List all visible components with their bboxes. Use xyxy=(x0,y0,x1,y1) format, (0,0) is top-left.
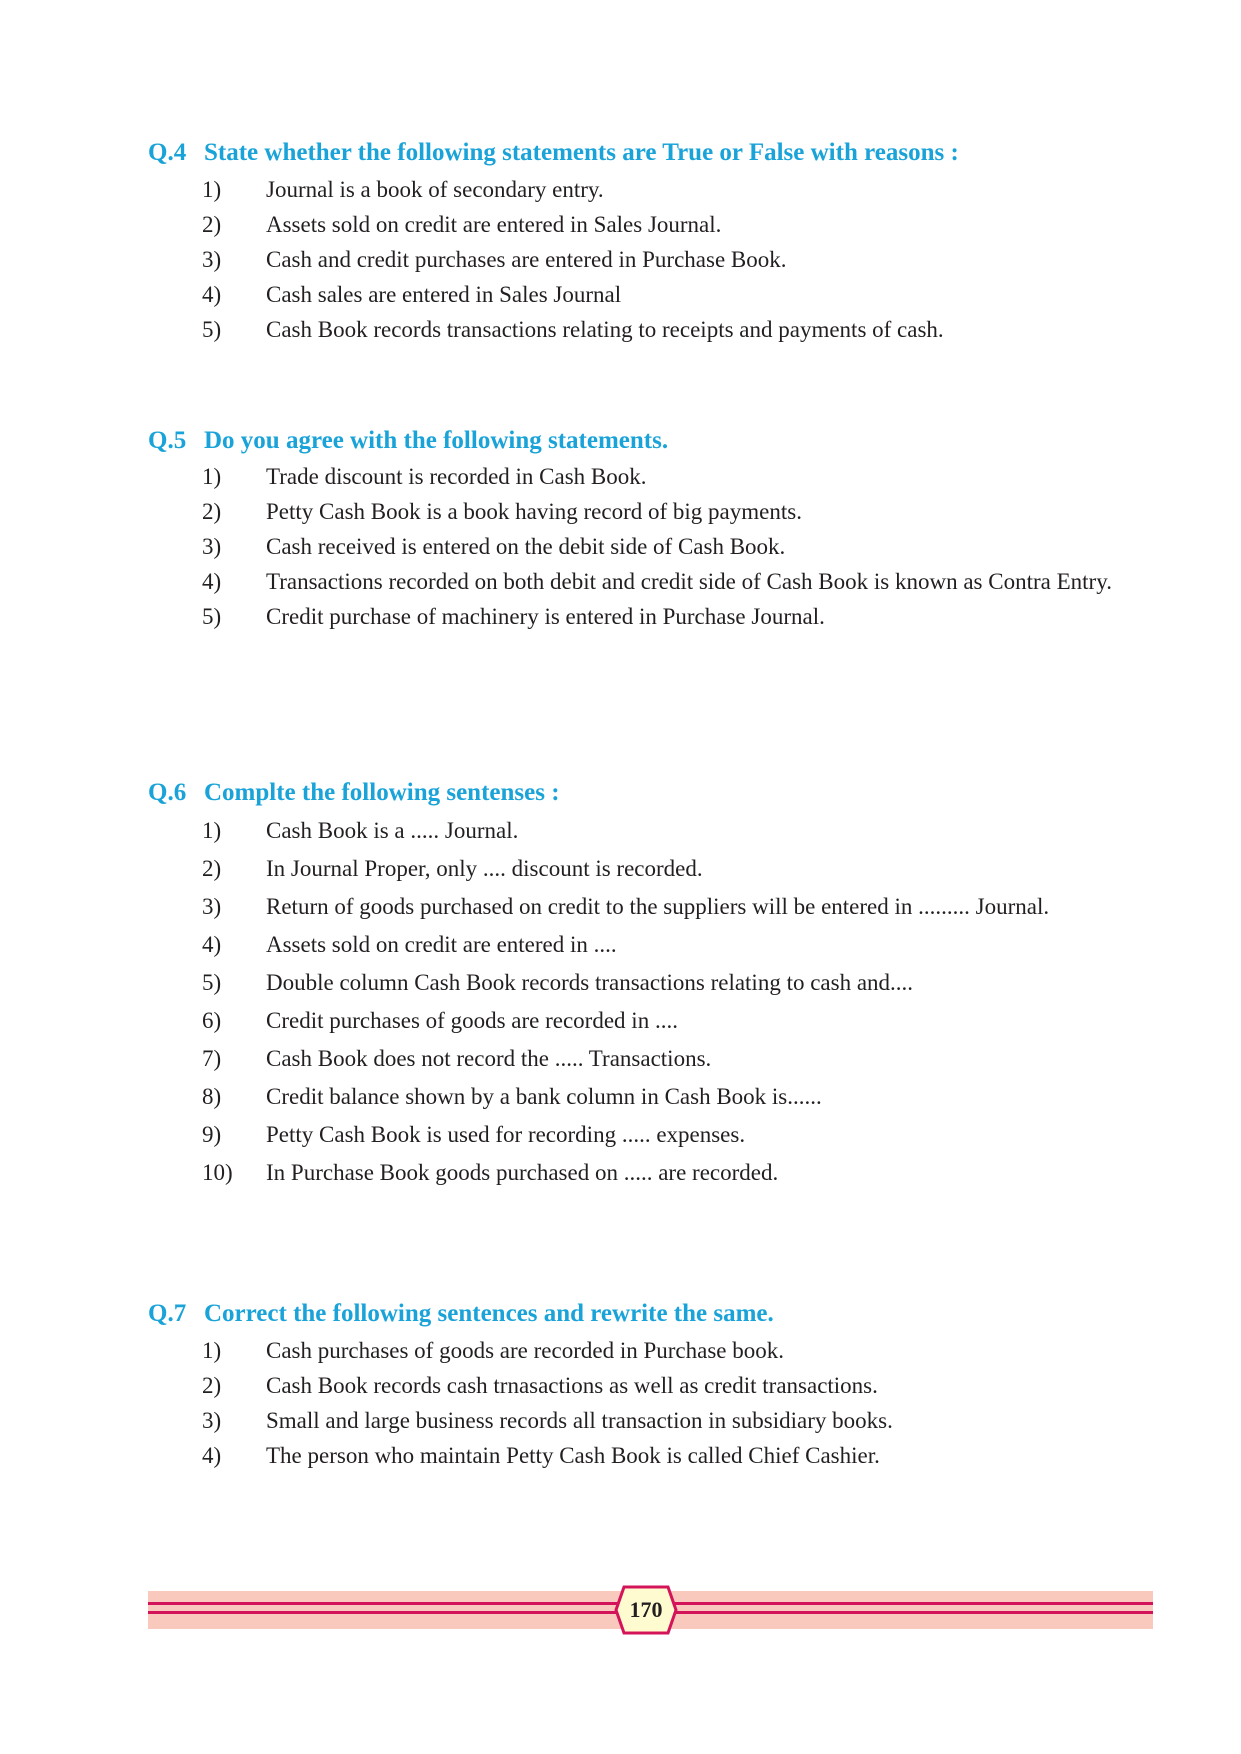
page-number-badge xyxy=(614,1585,678,1635)
question-number: Q.4 xyxy=(148,139,187,166)
item-text: Credit purchases of goods are recorded in .... xyxy=(266,1008,678,1033)
list-item xyxy=(148,602,1153,632)
item-number: 5) xyxy=(202,604,222,629)
question-number: Q.5 xyxy=(148,427,187,454)
item-number: 5) xyxy=(202,317,222,342)
item-text: Transactions recorded on both debit and credit side of Cash Book is known as Contra Entry. xyxy=(266,569,1112,594)
list-item xyxy=(148,1116,1153,1154)
item-text: Cash received is entered on the debit side of Cash Book. xyxy=(266,534,786,559)
item-number: 4) xyxy=(202,932,222,957)
list-item xyxy=(148,1078,1153,1116)
statement-list xyxy=(148,462,1153,632)
item-number: 10) xyxy=(202,1160,233,1185)
item-text: Journal is a book of secondary entry. xyxy=(266,177,604,202)
item-text: Cash Book does not record the ..... Transactions. xyxy=(266,1046,712,1071)
list-item xyxy=(148,242,1153,277)
question-heading xyxy=(148,138,1153,168)
item-number: 1) xyxy=(202,818,222,843)
list-item xyxy=(148,926,1153,964)
question-7 xyxy=(148,1299,1153,1473)
item-number: 1) xyxy=(202,464,222,489)
item-number: 2) xyxy=(202,499,222,524)
list-item xyxy=(148,312,1153,347)
list-item xyxy=(148,567,1153,597)
item-text: Cash Book is a ..... Journal. xyxy=(266,818,519,843)
list-item xyxy=(148,964,1153,1002)
statement-list xyxy=(148,172,1153,347)
question-heading xyxy=(148,426,1153,456)
item-number: 4) xyxy=(202,282,222,307)
sentence-list xyxy=(148,812,1153,1192)
item-number: 9) xyxy=(202,1122,222,1147)
list-item xyxy=(148,1040,1153,1078)
list-item xyxy=(148,277,1153,312)
item-number: 3) xyxy=(202,247,222,272)
item-text: Assets sold on credit are entered in Sales Journal. xyxy=(266,212,722,237)
question-heading xyxy=(148,1299,1153,1329)
item-number: 3) xyxy=(202,894,222,919)
question-title: Do you agree with the following statements. xyxy=(204,427,669,454)
item-number: 8) xyxy=(202,1084,222,1109)
item-text: Cash Book records cash trnasactions as well as credit transactions. xyxy=(266,1373,878,1398)
item-text: Double column Cash Book records transactions relating to cash and.... xyxy=(266,970,914,995)
item-text: In Purchase Book goods purchased on ..... are recorded. xyxy=(266,1160,779,1185)
item-number: 4) xyxy=(202,1443,222,1468)
item-number: 1) xyxy=(202,177,222,202)
question-heading xyxy=(148,778,1153,808)
item-text: Cash and credit purchases are entered in Purchase Book. xyxy=(266,247,787,272)
item-text: Cash Book records transactions relating to receipts and payments of cash. xyxy=(266,317,944,342)
item-text: Assets sold on credit are entered in .... xyxy=(266,932,617,957)
list-item xyxy=(148,462,1153,492)
item-number: 1) xyxy=(202,1338,222,1363)
item-text: Return of goods purchased on credit to the suppliers will be entered in ......... Journal. xyxy=(266,894,1050,919)
item-number: 2) xyxy=(202,212,222,237)
item-number: 3) xyxy=(202,1408,222,1433)
question-title: Complte the following sentenses : xyxy=(204,779,560,806)
item-text: Credit balance shown by a bank column in Cash Book is...... xyxy=(266,1084,822,1109)
list-item xyxy=(148,532,1153,562)
item-number: 2) xyxy=(202,1373,222,1398)
item-text: Trade discount is recorded in Cash Book. xyxy=(266,464,647,489)
item-number: 5) xyxy=(202,970,222,995)
page-number: 170 xyxy=(629,1597,663,1622)
question-title: Correct the following sentences and rewrite the same. xyxy=(204,1300,774,1327)
item-text: Cash purchases of goods are recorded in Purchase book. xyxy=(266,1338,784,1363)
item-text: In Journal Proper, only .... discount is recorded. xyxy=(266,856,703,881)
item-number: 6) xyxy=(202,1008,222,1033)
item-number: 4) xyxy=(202,569,222,594)
sentence-list xyxy=(148,1333,1153,1473)
list-item xyxy=(148,1154,1153,1192)
list-item xyxy=(148,850,1153,888)
item-text: Small and large business records all transaction in subsidiary books. xyxy=(266,1408,893,1433)
list-item xyxy=(148,172,1153,207)
item-text: Cash sales are entered in Sales Journal xyxy=(266,282,622,307)
item-text: Credit purchase of machinery is entered in Purchase Journal. xyxy=(266,604,825,629)
question-6 xyxy=(148,778,1153,1192)
page-footer-band xyxy=(148,1591,1153,1629)
item-text: Petty Cash Book is a book having record of big payments. xyxy=(266,499,802,524)
list-item xyxy=(148,812,1153,850)
question-number: Q.6 xyxy=(148,779,187,806)
item-number: 3) xyxy=(202,534,222,559)
question-number: Q.7 xyxy=(148,1300,187,1327)
list-item xyxy=(148,1438,1153,1473)
list-item xyxy=(148,888,1153,926)
item-text: The person who maintain Petty Cash Book is called Chief Cashier. xyxy=(266,1443,880,1468)
list-item xyxy=(148,1368,1153,1403)
list-item xyxy=(148,207,1153,242)
list-item xyxy=(148,1002,1153,1040)
question-5 xyxy=(148,426,1153,637)
item-text: Petty Cash Book is used for recording ..... expenses. xyxy=(266,1122,746,1147)
list-item xyxy=(148,1333,1153,1368)
item-number: 2) xyxy=(202,856,222,881)
item-number: 7) xyxy=(202,1046,222,1071)
list-item xyxy=(148,1403,1153,1438)
question-title: State whether the following statements are True or False with reasons : xyxy=(204,139,959,166)
question-4 xyxy=(148,138,1153,347)
list-item xyxy=(148,497,1153,527)
